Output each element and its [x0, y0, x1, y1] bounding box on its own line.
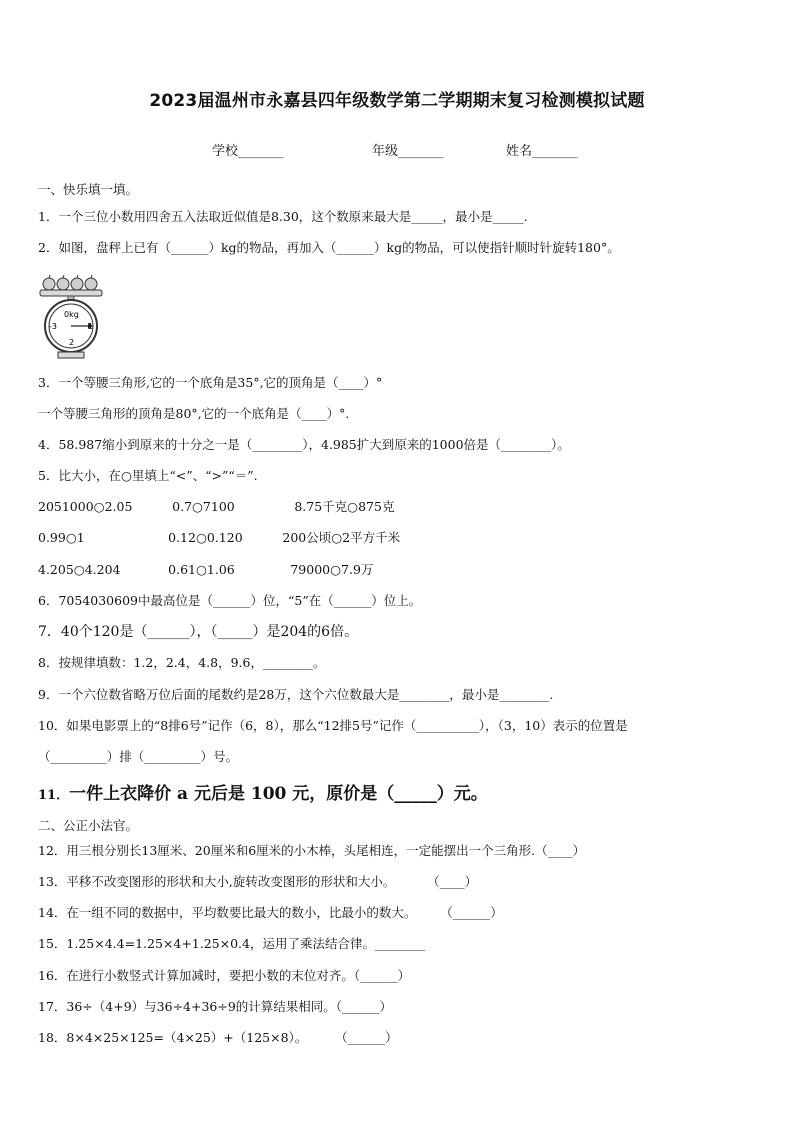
question-11-number: 11．: [38, 788, 70, 803]
scale-mark-right: 1: [88, 322, 94, 331]
scale-mark-left: -3: [49, 322, 57, 331]
question-11-text: 一件上衣降价 a 元后是 100 元，原价是（_____）元。: [69, 784, 488, 804]
question-9: 9．一个六位数省略万位后面的尾数约是28万，这个六位数最大是________，最小是________.: [38, 687, 554, 702]
question-2: 2．如图，盘秤上已有（______）kg的物品，再加入（______）kg的物品，可以使指针顺时针旋转180°。: [38, 240, 620, 255]
question-14: 14．在一组不同的数据中，平均数要比最大的数小，比最小的数大。 （______）: [38, 905, 503, 920]
question-18: 18．8×4×25×125=（4×25）+（125×8）。 （______）: [38, 1030, 398, 1045]
compare-row-2: 0.99○1 0.12○0.120 200公顷○2平方千米: [38, 530, 401, 545]
scale-figure: [36, 270, 108, 362]
question-8: 8．按规律填数：1.2，2.4，4.8，9.6，________。: [38, 655, 326, 670]
question-3b: 一个等腰三角形的顶角是80°,它的一个底角是（____）°.: [38, 406, 350, 421]
question-17: 17．36÷（4+9）与36÷4+36÷9的计算结果相同。（______）: [38, 999, 393, 1014]
question-7: 7．40个120是（______），（_____）是204的6倍。: [38, 624, 359, 640]
question-15: 15．1.25×4.4=1.25×4+1.25×0.4，运用了乘法结合律。________: [38, 936, 425, 951]
question-12: 12．用三根分别长13厘米、20厘米和6厘米的小木棒，头尾相连，一定能摆出一个三角形.（____）: [38, 843, 586, 858]
question-6: 6．7054030609中最高位是（______）位，“5”在（______）位上。: [38, 593, 422, 608]
question-10b: （_________）排（_________）号。: [38, 749, 239, 764]
scale-label: 0kg: [64, 310, 79, 319]
question-16: 16．在进行小数竖式计算加减时，要把小数的末位对齐。（______）: [38, 968, 411, 983]
question-10: 10．如果电影票上的“8排6号”记作（6，8），那么“12排5号”记作（__________），（3，10）表示的位置是: [38, 718, 628, 733]
question-3: 3．一个等腰三角形,它的一个底角是35°,它的顶角是（____）°: [38, 375, 383, 390]
question-13: 13．平移不改变图形的形状和大小,旋转改变图形的形状和大小。 （____）: [38, 874, 478, 889]
question-11: [38, 784, 488, 806]
school-field: 学校_______: [212, 144, 284, 159]
question-4: 4．58.987缩小到原来的十分之一是（________），4.985扩大到原来的1000倍是（________）。: [38, 437, 570, 452]
section-1-heading: 一、快乐填一填。: [38, 182, 139, 197]
grade-field: 年级_______: [372, 144, 444, 159]
compare-row-1: 2051000○2.05 0.7○7100 8.75千克○875克: [38, 499, 395, 514]
compare-row-3: 4.205○4.204 0.61○1.06 79000○7.9万: [38, 562, 374, 577]
section-2-heading: 二、公正小法官。: [38, 818, 139, 833]
scale-mark-bottom: 2: [69, 338, 75, 347]
name-field: 姓名_______: [506, 144, 578, 159]
question-1: 1．一个三位小数用四舍五入法取近似值是8.30，这个数原来最大是_____，最小是_____.: [38, 209, 528, 224]
question-5: 5．比大小，在○里填上“<”、“>”“＝”.: [38, 468, 258, 483]
page-title: 2023届温州市永嘉县四年级数学第二学期期末复习检测模拟试题: [149, 91, 645, 111]
